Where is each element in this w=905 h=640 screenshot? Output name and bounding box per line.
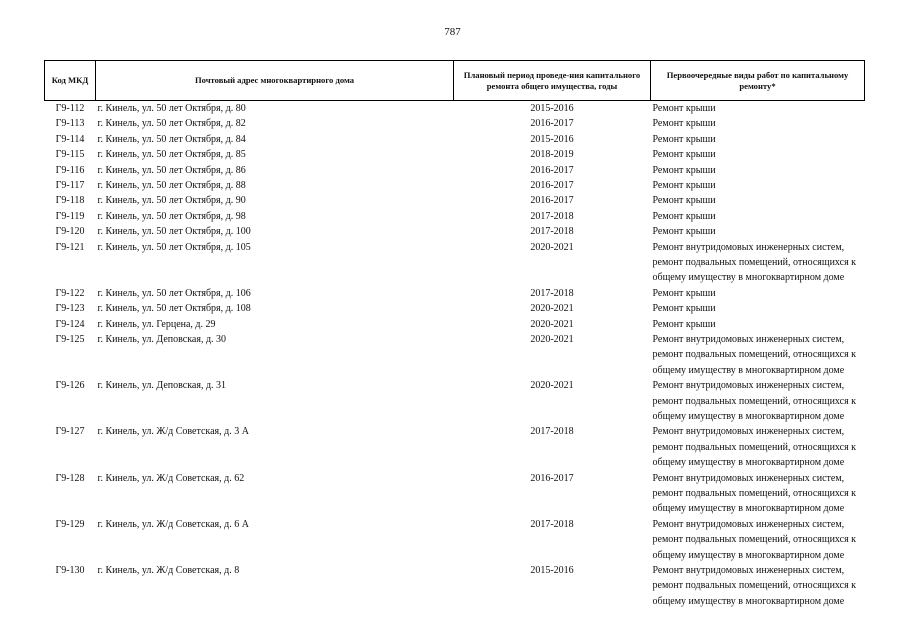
works-line: общему имуществу в многоквартирном доме (652, 595, 845, 607)
works-cell (651, 163, 865, 178)
header-works: Первоочередные виды работ по капитальному ремонту* (651, 61, 865, 101)
works-cell (651, 132, 865, 147)
works-line: ремонт подвальных помещений, относящихся к (652, 349, 857, 361)
address-cell: г. Кинель, ул. Деповская, д. 30 (97, 334, 227, 346)
address-cell: г. Кинель, ул. 50 лет Октября, д. 84 (97, 133, 246, 145)
mkd-code-cell: Г9-114 (55, 133, 85, 145)
period-cell: 2017-2018 (530, 287, 574, 299)
period-cell: 2018-2019 (530, 149, 574, 161)
works-line: общему имуществу в многоквартирном доме (652, 503, 845, 515)
table-header-row (45, 61, 865, 101)
header-address: Почтовый адрес многоквартирного дома (96, 61, 454, 101)
mkd-code-cell: Г9-127 (55, 426, 85, 438)
works-line: Ремонт крыши (652, 118, 716, 130)
mkd-code-cell: Г9-112 (55, 103, 85, 114)
mkd-code-cell: Г9-113 (55, 118, 85, 130)
table-row (45, 286, 865, 301)
period-cell: 2016-2017 (530, 164, 574, 176)
table-row (45, 301, 865, 316)
works-line: Ремонт крыши (652, 149, 716, 161)
works-cell (651, 147, 865, 162)
table-row (45, 471, 865, 517)
table-row (45, 101, 865, 117)
table-row (45, 116, 865, 131)
mkd-code-cell: Г9-124 (55, 318, 85, 330)
period-cell: 2016-2017 (530, 180, 574, 192)
mkd-code-cell: Г9-119 (55, 210, 85, 222)
works-line: Ремонт крыши (652, 180, 716, 192)
mkd-code-cell: Г9-125 (55, 334, 85, 346)
table-row (45, 378, 865, 424)
address-cell: г. Кинель, ул. Ж/д Советская, д. 8 (97, 564, 240, 576)
works-line: общему имуществу в многоквартирном доме (652, 411, 845, 422)
table-row (45, 240, 865, 286)
address-cell: г. Кинель, ул. 50 лет Октября, д. 105 (97, 241, 251, 253)
table-body (45, 101, 865, 610)
address-cell: г. Кинель, ул. Ж/д Советская, д. 62 (97, 472, 245, 484)
works-line: ремонт подвальных помещений, относящихся к (652, 395, 857, 407)
period-cell: 2020-2021 (530, 318, 574, 330)
table-row (45, 317, 865, 332)
works-line: ремонт подвальных помещений, относящихся к (652, 580, 857, 592)
works-line: Ремонт внутридомовых инженерных систем, (652, 518, 845, 530)
address-cell: г. Кинель, ул. Деповская, д. 31 (97, 380, 227, 392)
works-cell (651, 317, 865, 332)
mkd-code-cell: Г9-129 (55, 518, 85, 530)
address-cell: г. Кинель, ул. Герцена, д. 29 (97, 318, 216, 330)
period-cell: 2020-2021 (530, 334, 574, 346)
period-cell: 2016-2017 (530, 118, 574, 130)
table-row (45, 224, 865, 239)
address-cell: г. Кинель, ул. 50 лет Октября, д. 90 (97, 195, 246, 207)
table-row (45, 132, 865, 147)
mkd-code-cell: Г9-126 (55, 380, 85, 392)
period-cell: 2020-2021 (530, 303, 574, 315)
works-line: Ремонт внутридомовых инженерных систем, (652, 472, 845, 484)
works-line: Ремонт крыши (652, 318, 716, 330)
period-cell: 2015-2016 (530, 103, 574, 114)
capital-repair-table (44, 60, 865, 609)
mkd-code-cell: Г9-121 (55, 241, 85, 253)
table-row (45, 163, 865, 178)
table-row (45, 147, 865, 162)
table-row (45, 563, 865, 609)
works-cell (651, 424, 865, 470)
works-line: Ремонт крыши (652, 164, 716, 176)
works-line: Ремонт внутридомовых инженерных систем, (652, 241, 845, 253)
address-cell: г. Кинель, ул. 50 лет Октября, д. 85 (97, 149, 246, 161)
table-row (45, 517, 865, 563)
table-row (45, 178, 865, 193)
works-line: общему имуществу в многоквартирном доме (652, 272, 845, 284)
works-cell (651, 116, 865, 131)
address-cell: г. Кинель, ул. Ж/д Советская, д. 3 А (97, 426, 249, 438)
period-cell: 2015-2016 (530, 133, 574, 145)
works-line: Ремонт крыши (652, 210, 716, 222)
works-cell (651, 471, 865, 517)
period-cell: 2016-2017 (530, 472, 574, 484)
period-cell: 2020-2021 (530, 241, 574, 253)
period-cell: 2017-2018 (530, 210, 574, 222)
works-line: ремонт подвальных помещений, относящихся к (652, 257, 857, 269)
works-line: Ремонт крыши (652, 287, 716, 299)
works-cell (651, 378, 865, 424)
works-cell (651, 101, 865, 117)
period-cell: 2017-2018 (530, 518, 574, 530)
works-line: Ремонт внутридомовых инженерных систем, (652, 564, 845, 576)
works-line: Ремонт крыши (652, 195, 716, 207)
mkd-code-cell: Г9-130 (55, 564, 85, 576)
works-line: общему имуществу в многоквартирном доме (652, 549, 845, 561)
mkd-code-cell: Г9-120 (55, 226, 85, 238)
mkd-code-cell: Г9-123 (55, 303, 85, 315)
works-line: Ремонт крыши (652, 226, 716, 238)
address-cell: г. Кинель, ул. 50 лет Октября, д. 98 (97, 210, 246, 222)
works-cell (651, 178, 865, 193)
address-cell: г. Кинель, ул. 50 лет Октября, д. 88 (97, 180, 246, 192)
works-cell (651, 224, 865, 239)
period-cell: 2017-2018 (530, 426, 574, 438)
table-row (45, 209, 865, 224)
works-cell (651, 301, 865, 316)
works-cell (651, 332, 865, 378)
works-line: ремонт подвальных помещений, относящихся к (652, 441, 857, 453)
period-cell: 2020-2021 (530, 380, 574, 392)
mkd-code-cell: Г9-115 (55, 149, 85, 161)
mkd-code-cell: Г9-116 (55, 164, 85, 176)
address-cell: г. Кинель, ул. 50 лет Октября, д. 100 (97, 226, 251, 238)
works-line: Ремонт крыши (652, 133, 716, 145)
table-row (45, 424, 865, 470)
address-cell: г. Кинель, ул. 50 лет Октября, д. 106 (97, 287, 251, 299)
works-cell (651, 286, 865, 301)
works-line: Ремонт внутридомовых инженерных систем, (652, 334, 845, 346)
works-line: общему имуществу в многоквартирном доме (652, 457, 845, 469)
period-cell: 2015-2016 (530, 564, 574, 576)
works-line: общему имуществу в многоквартирном доме (652, 364, 845, 376)
mkd-code-cell: Г9-118 (55, 195, 85, 207)
mkd-code-cell: Г9-117 (55, 180, 85, 192)
works-line: Ремонт крыши (652, 103, 716, 114)
works-line: Ремонт крыши (652, 303, 716, 315)
mkd-code-cell: Г9-122 (55, 287, 85, 299)
works-line: Ремонт внутридомовых инженерных систем, (652, 380, 845, 392)
address-cell: г. Кинель, ул. 50 лет Октября, д. 108 (97, 303, 251, 315)
works-cell (651, 240, 865, 286)
works-line: Ремонт внутридомовых инженерных систем, (652, 426, 845, 438)
address-cell: г. Кинель, ул. 50 лет Октября, д. 80 (97, 103, 246, 114)
address-cell: г. Кинель, ул. Ж/д Советская, д. 6 А (97, 518, 249, 530)
page-number: 787 (444, 26, 461, 38)
period-cell: 2017-2018 (530, 226, 574, 238)
works-line: ремонт подвальных помещений, относящихся к (652, 487, 857, 499)
period-cell: 2016-2017 (530, 195, 574, 207)
works-cell (651, 209, 865, 224)
works-line: ремонт подвальных помещений, относящихся к (652, 534, 857, 546)
works-cell (651, 563, 865, 609)
works-cell (651, 517, 865, 563)
header-period: Плановый период проведе-ния капитального ремонта общего имущества, годы (454, 61, 651, 101)
address-cell: г. Кинель, ул. 50 лет Октября, д. 86 (97, 164, 246, 176)
address-cell: г. Кинель, ул. 50 лет Октября, д. 82 (97, 118, 246, 130)
works-cell (651, 193, 865, 208)
table-row (45, 193, 865, 208)
mkd-code-cell: Г9-128 (55, 472, 85, 484)
header-code: Код МКД (45, 61, 96, 101)
table-row (45, 332, 865, 378)
